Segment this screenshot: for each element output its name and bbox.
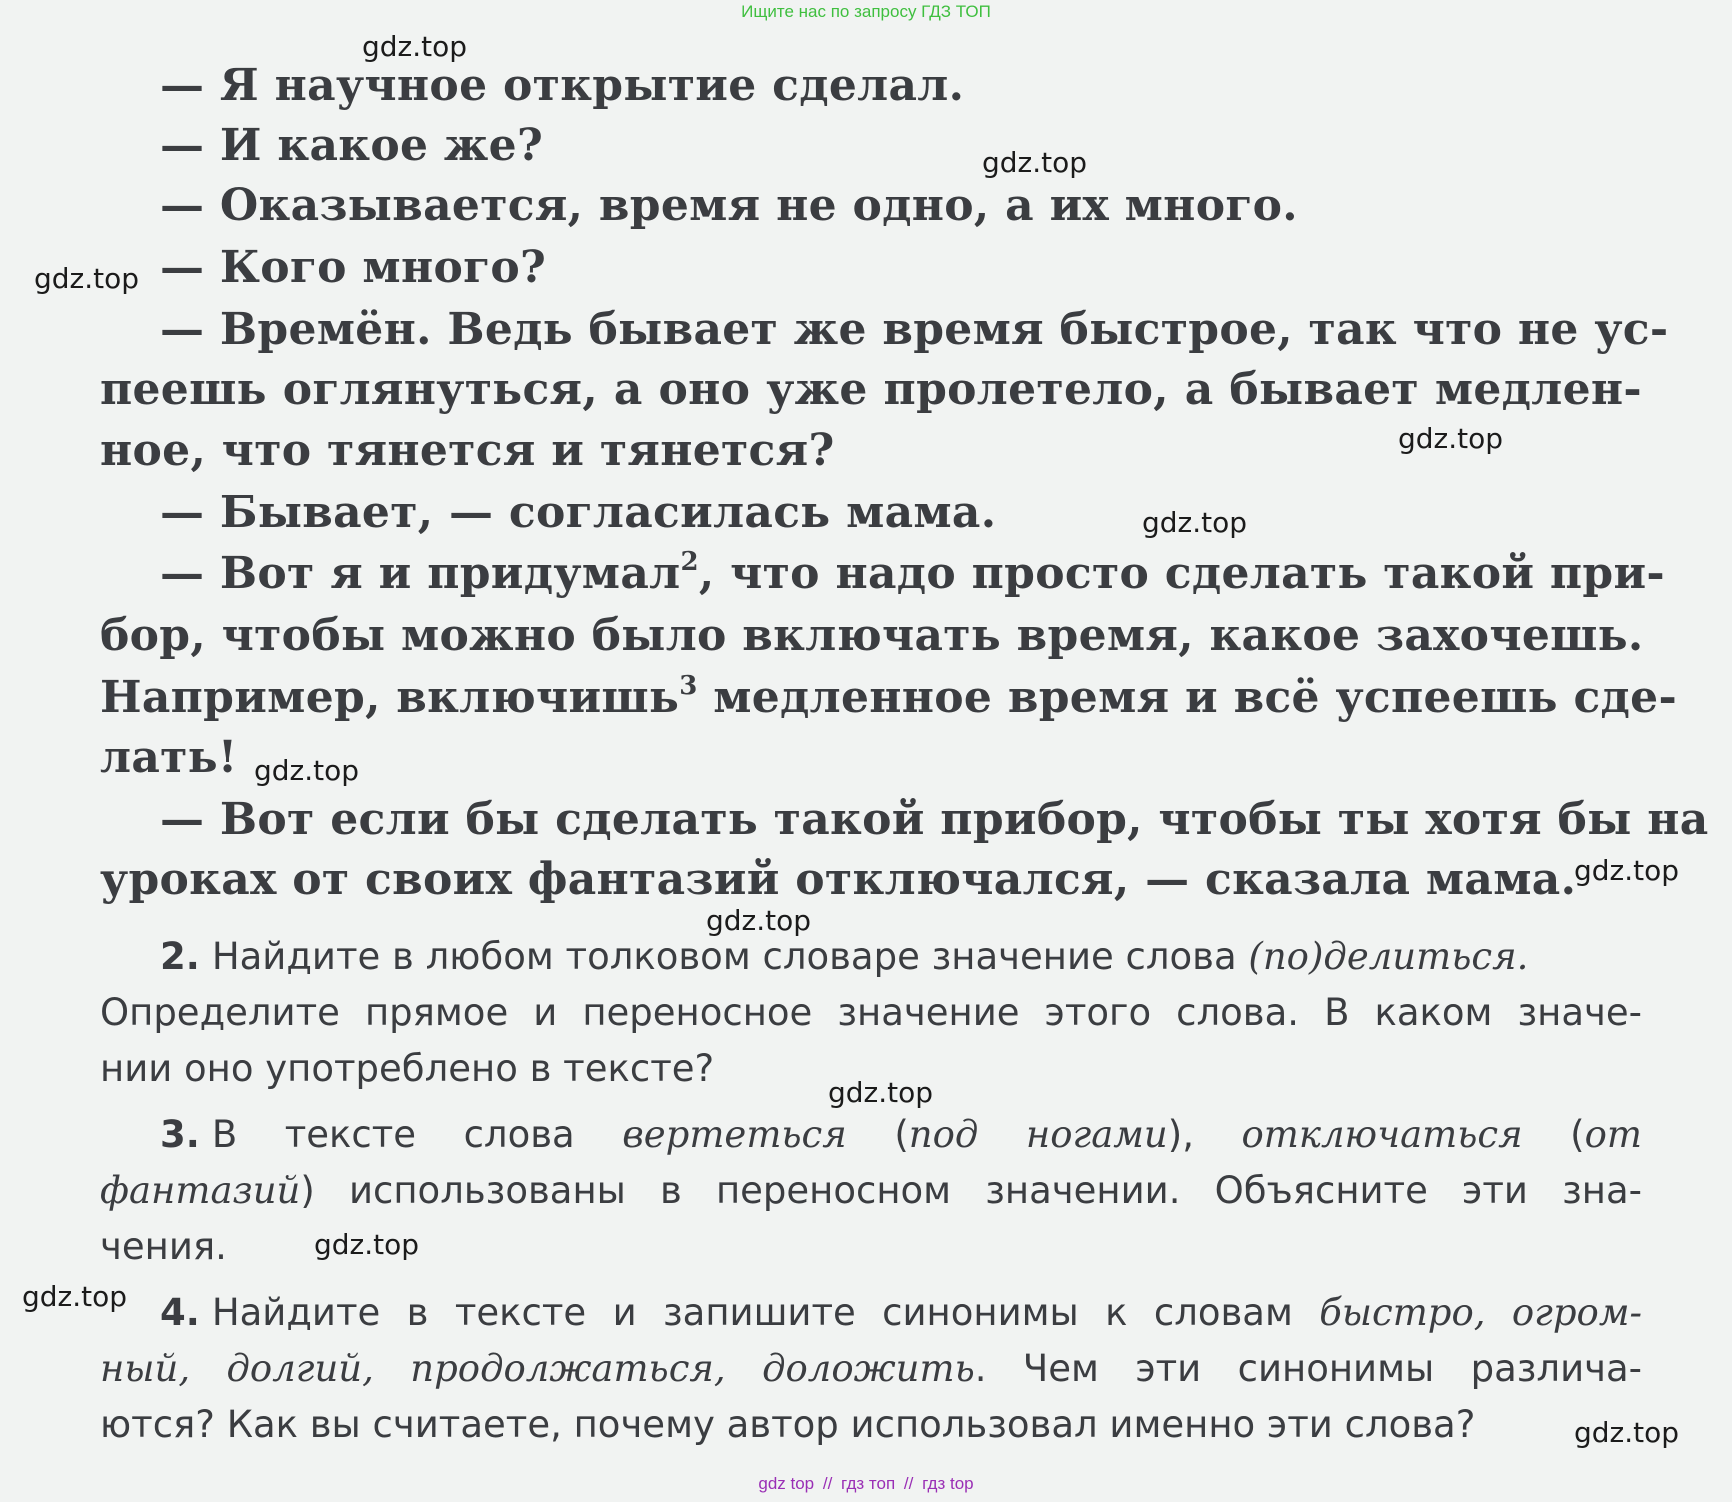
footer-link-gdz-top[interactable]: gdz top <box>758 1474 815 1493</box>
text-line-11-part-a: Например, включишь <box>100 672 680 723</box>
task-3-word-2: отключаться <box>1241 1113 1523 1156</box>
task-3-phrase-2a: от <box>1584 1113 1642 1156</box>
task-3-line-1 <box>160 1108 1642 1162</box>
text-line-7: ное, что тянется и тянется? <box>100 425 835 476</box>
text-line-8: — Бывает, — согласилась мама. <box>160 487 997 538</box>
footer-link-gdz-top-mixed[interactable]: гдз top <box>922 1474 974 1493</box>
watermark: gdz.top <box>254 754 360 787</box>
task-3-line-3: чения. <box>100 1225 227 1268</box>
task-2-line-2: Определите прямое и переносное значение этого слова. В каком значе- <box>100 991 1642 1034</box>
footnote-3: 3 <box>679 671 698 701</box>
text-line-2: — И какое же? <box>160 120 544 171</box>
watermark: gdz.top <box>1398 422 1504 455</box>
text-line-9-part-b: , что надо просто сделать такой при- <box>698 548 1665 599</box>
text-line-9-part-a: — Вот я и придумал <box>160 548 681 599</box>
task-4-line-2-text: . Чем эти синонимы различа- <box>974 1347 1642 1390</box>
text-line-1: — Я научное открытие сделал. <box>160 60 965 111</box>
text-line-4: — Кого много? <box>160 242 547 293</box>
watermark: gdz.top <box>706 904 812 937</box>
task-3-text-e: ), <box>1167 1113 1242 1156</box>
task-3-line-2 <box>100 1164 1642 1218</box>
task-3-phrase-1: под ногами <box>908 1113 1168 1156</box>
watermark: gdz.top <box>828 1076 934 1109</box>
footer-link-gdz-top-ru[interactable]: гдз топ <box>841 1474 896 1493</box>
task-4-words-b: ный, долгий, продолжаться, доложить <box>100 1347 975 1390</box>
footer-separator: // <box>822 1474 833 1493</box>
text-line-9 <box>160 546 1665 602</box>
header-search-hint[interactable]: Ищите нас по запросу ГДЗ ТОП <box>741 2 991 21</box>
text-line-11 <box>100 670 1678 726</box>
task-4-line-1 <box>160 1286 1642 1340</box>
text-line-13: — Вот если бы сделать такой прибор, чтобы ты хотя бы на <box>160 794 1709 845</box>
text-line-5: — Времён. Ведь бывает же время быстрое, так что не ус- <box>160 304 1669 355</box>
watermark: gdz.top <box>1574 854 1680 887</box>
text-line-14: уроках от своих фантазий отключался, — сказала мама. <box>100 854 1577 905</box>
task-2-text: Найдите в любом толковом словаре значение слова <box>211 935 1249 978</box>
task-3-word-1: вертеться <box>622 1113 847 1156</box>
text-line-12: лать! <box>100 732 238 783</box>
watermark: gdz.top <box>1142 506 1248 539</box>
watermark: gdz.top <box>982 146 1088 179</box>
task-4-line-3: ются? Как вы считаете, почему автор использовал именно эти слова? <box>100 1403 1476 1446</box>
task-4-words-a: быстро, огром- <box>1319 1291 1643 1334</box>
watermark: gdz.top <box>314 1228 420 1261</box>
task-3-text-a: В тексте слова <box>211 1113 623 1156</box>
task-4-text: Найдите в тексте и запишите синонимы к словам <box>211 1291 1320 1334</box>
footnote-2: 2 <box>680 547 699 577</box>
text-line-10: бор, чтобы можно было включать время, какое захочешь. <box>100 610 1644 661</box>
task-3-number: 3. <box>160 1113 200 1156</box>
text-line-6: пеешь оглянуться, а оно уже пролетело, а бывает медлен- <box>100 364 1642 415</box>
text-line-11-part-b: медленное время и всё успеешь сде- <box>697 672 1678 723</box>
task-4-number: 4. <box>160 1291 200 1334</box>
watermark: gdz.top <box>22 1280 128 1313</box>
task-3-text-c: ( <box>846 1113 909 1156</box>
task-2-line-1 <box>160 930 1642 984</box>
watermark: gdz.top <box>1574 1416 1680 1449</box>
footer-separator: // <box>903 1474 914 1493</box>
task-3-phrase-2b: фантазий <box>100 1169 301 1212</box>
task-2-word: (по)делиться. <box>1248 935 1529 978</box>
task-3-line-2-text: ) использованы в переносном значении. Объясните эти зна- <box>300 1169 1642 1212</box>
text-line-3: — Оказывается, время не одно, а их много. <box>160 180 1298 231</box>
watermark: gdz.top <box>34 262 140 295</box>
task-3-text-g: ( <box>1522 1113 1585 1156</box>
task-2-line-3: нии оно употреблено в тексте? <box>100 1047 715 1090</box>
footer-links <box>0 1474 1732 1494</box>
task-2-number: 2. <box>160 935 200 978</box>
watermark: gdz.top <box>362 30 468 63</box>
task-4-line-2 <box>100 1342 1642 1396</box>
